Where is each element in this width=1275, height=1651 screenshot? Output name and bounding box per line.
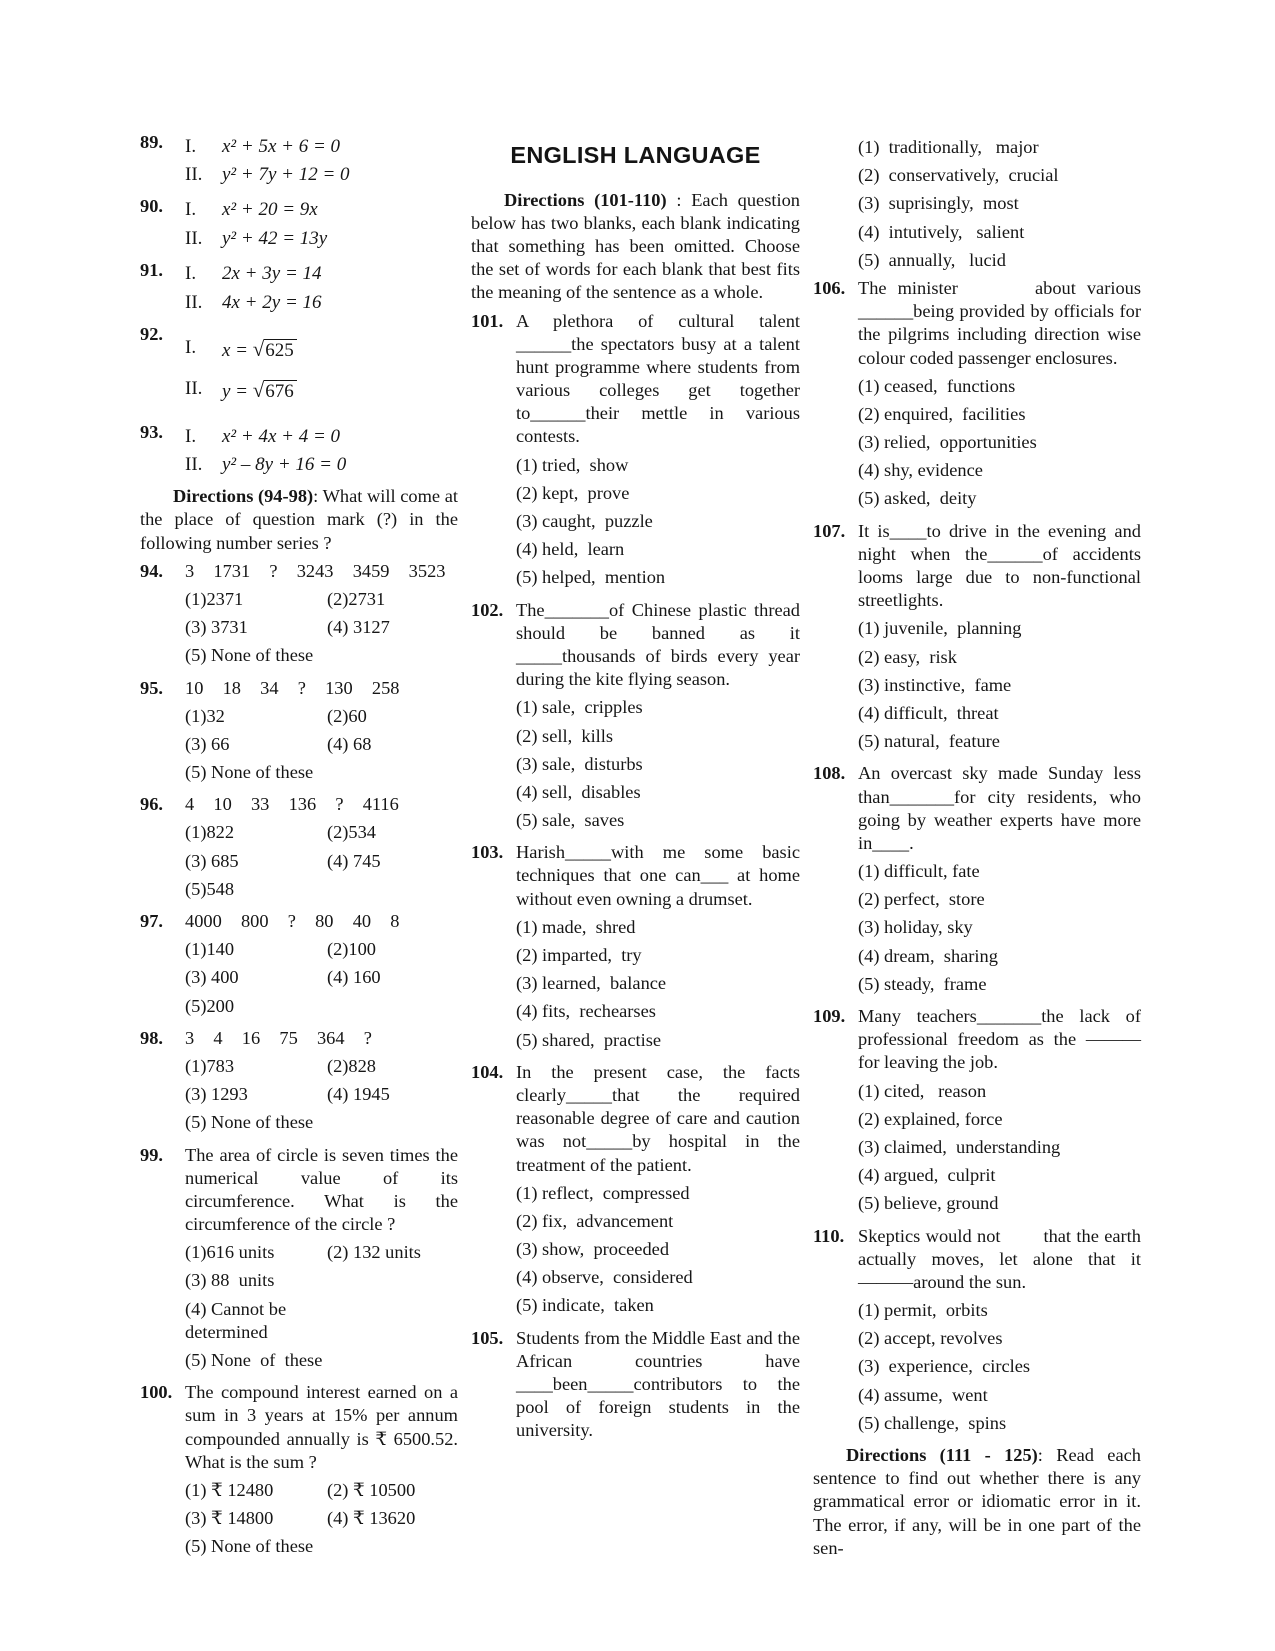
- option: (2) kept, prove: [516, 482, 630, 503]
- options-row: [185, 938, 458, 961]
- question-number: 106.: [813, 277, 846, 298]
- option: (5) sale, saves: [516, 810, 625, 831]
- option: (2) accept, revolves: [858, 1328, 1003, 1349]
- radical-icon: √: [252, 336, 265, 361]
- option: (2)2731: [326, 588, 386, 609]
- option: (1)140: [185, 939, 235, 960]
- question-number: 105.: [471, 1327, 504, 1348]
- option: (4) 160: [326, 967, 381, 988]
- question-body: [858, 1225, 1141, 1441]
- question-text: It is____to drive in the evening and night when the______of accidents looms large due to non-functional streetlights.: [858, 520, 1141, 611]
- options-row: [185, 1298, 458, 1344]
- roman-numeral-label: II.: [185, 292, 203, 314]
- question-number: 94.: [140, 560, 163, 581]
- option: (4) difficult, threat: [858, 702, 999, 723]
- question-body: [185, 259, 458, 319]
- question-text: Skeptics would not that the earth actually moves, let alone that it———around the sun.: [858, 1225, 1141, 1292]
- options-row: [185, 850, 458, 873]
- roman-numeral-label: II.: [185, 378, 203, 400]
- roman-numeral-label: I.: [185, 135, 197, 157]
- option: (2) imparted, try: [516, 945, 642, 966]
- question-107: [813, 520, 1141, 759]
- option: (1) ceased, functions: [858, 375, 1016, 396]
- option: (3) claimed, understanding: [858, 1136, 1061, 1157]
- question-103: [471, 841, 800, 1057]
- directions-94-98: [140, 485, 458, 555]
- option: (3) experience, circles: [858, 1356, 1031, 1377]
- question-89: [140, 131, 458, 191]
- option: (1) made, shred: [516, 916, 636, 937]
- question-number: 104.: [471, 1061, 504, 1082]
- question-105-options-list: [813, 136, 1141, 272]
- question-body: [185, 793, 458, 906]
- question-102: [471, 599, 800, 838]
- roman-numeral-label: I.: [185, 336, 197, 358]
- equation-text: 2x + 3y = 14: [222, 263, 322, 285]
- question-number: 97.: [140, 911, 163, 931]
- directions-111-125: [813, 1444, 1141, 1560]
- question-text: Many teachers_______the lack of professional freedom as the ———for leaving the job.: [858, 1006, 1141, 1073]
- question-body: [185, 195, 458, 255]
- question-text: An overcast sky made Sunday less than_______for city residents, who going by weather experts have more in____.: [858, 763, 1141, 853]
- question-number: 92.: [140, 323, 163, 344]
- question-body: [185, 677, 458, 790]
- question-number: 100.: [140, 1382, 173, 1403]
- option: (1) tried, show: [516, 454, 629, 475]
- question-number: 103.: [471, 842, 504, 863]
- option: (3) sale, disturbs: [516, 753, 643, 774]
- options-row: [185, 616, 458, 639]
- equation-questions-list: [140, 131, 458, 481]
- options-row: [185, 1479, 458, 1502]
- directions-101-110: [471, 189, 800, 305]
- option: (2) conservatively, crucial: [858, 165, 1059, 186]
- option: (2) enquired, facilities: [858, 403, 1026, 424]
- option: (2) easy, risk: [858, 646, 957, 667]
- option: (2) perfect, store: [858, 889, 985, 910]
- question-text: Harish_____with me some basic techniques that one can___ at home without even owning a drumset.: [516, 842, 800, 909]
- directions-text: : Read each sentence to find out whether there is any grammatical error or idiomatic error in it. The error, if any, will be in one part of the sen-: [813, 1445, 1141, 1558]
- question-99: [140, 1144, 458, 1378]
- question-body: [858, 277, 1141, 516]
- equation-line: [185, 376, 458, 405]
- option: (3) 685: [185, 850, 239, 871]
- question-text: A plethora of cultural talent ______the spectators busy at a talent hunt programme where students from various colleges get together to______their mettle in various contests.: [516, 310, 800, 447]
- option: (5)200: [185, 995, 235, 1016]
- question-body: [185, 131, 458, 191]
- options-row: [185, 1055, 458, 1078]
- question-number: 93.: [140, 422, 163, 443]
- option: (4) argued, culprit: [858, 1165, 996, 1186]
- equation-text: y² + 42 = 13y: [222, 228, 328, 250]
- options-row: [185, 1349, 458, 1372]
- question-100: [140, 1381, 458, 1563]
- question-91: [140, 259, 458, 319]
- option: (1)616 units: [185, 1242, 275, 1263]
- option: (3) 400: [185, 967, 239, 988]
- option: (3) 3731: [185, 617, 248, 638]
- number-series-questions-list: [140, 560, 458, 1564]
- question-number: 109.: [813, 1006, 846, 1026]
- question-number: 102.: [471, 599, 504, 620]
- options-row: [185, 588, 458, 611]
- option: (1) permit, orbits: [858, 1300, 988, 1321]
- option: (2)60: [326, 705, 367, 726]
- options-row: [185, 878, 458, 901]
- question-98: [140, 1027, 458, 1140]
- options-row: [185, 761, 458, 784]
- options-row: [185, 1507, 458, 1530]
- radicand: 625: [264, 339, 297, 361]
- directions-text: : Each question below has two blanks, each blank indicating that something has been omitted. Choose the set of words for each blank that best fits the meaning of the sentence as a whole.: [471, 189, 800, 303]
- option: (5) None of these: [185, 1350, 323, 1370]
- options-row: [185, 1535, 458, 1558]
- question-number: 95.: [140, 677, 163, 698]
- question-text: 10 18 34 ? 130 258: [185, 677, 400, 698]
- options-row: [185, 644, 458, 667]
- roman-numeral-label: II.: [185, 454, 203, 476]
- question-body: [516, 841, 800, 1057]
- roman-numeral-label: II.: [185, 164, 203, 186]
- question-body: [858, 762, 1141, 1001]
- option: (4) fits, rechearses: [516, 1001, 656, 1022]
- option: (5) None of these: [185, 762, 314, 783]
- question-body: [185, 1144, 458, 1378]
- equation-text: x = √625: [222, 335, 297, 364]
- roman-numeral-label: II.: [185, 228, 203, 250]
- question-body: [858, 520, 1141, 759]
- question-body: [185, 1381, 458, 1563]
- fill-blank-questions-list: [471, 310, 800, 1443]
- option: (2) sell, kills: [516, 725, 614, 746]
- equation-line: [185, 424, 458, 450]
- option: (1) sale, cripples: [516, 697, 643, 718]
- equation-text: x² + 5x + 6 = 0: [222, 135, 341, 157]
- question-90: [140, 195, 458, 255]
- question-number: 98.: [140, 1027, 163, 1048]
- option: (5) indicate, taken: [516, 1295, 654, 1316]
- question-93: [140, 421, 458, 481]
- question-body: [516, 599, 800, 838]
- equation-text: y² + 7y + 12 = 0: [222, 164, 350, 186]
- option: (4) sell, disables: [516, 781, 641, 802]
- fill-blank-questions-list: [813, 277, 1141, 1440]
- option: (3) ₹ 14800: [185, 1508, 274, 1529]
- option: (5) helped, mention: [516, 567, 666, 588]
- equation-line: [185, 261, 458, 287]
- middle-column: [471, 131, 800, 1651]
- question-96: [140, 793, 458, 906]
- option: (1) juvenile, planning: [858, 618, 1022, 639]
- option: (5) None of these: [185, 645, 314, 666]
- radicand: 676: [264, 380, 297, 402]
- option: (5) shared, practise: [516, 1029, 662, 1050]
- option: (5) asked, deity: [858, 488, 977, 509]
- directions-title: Directions (111 - 125): [846, 1445, 1038, 1465]
- option: (3) suprisingly, most: [858, 193, 1019, 214]
- option: (3) caught, puzzle: [516, 511, 653, 532]
- question-text: 3 1731 ? 3243 3459 3523: [185, 560, 446, 581]
- option: (4) ₹ 13620: [326, 1508, 416, 1529]
- question-number: 110.: [813, 1225, 845, 1246]
- equation-text: 4x + 2y = 16: [222, 292, 322, 314]
- question-text: The compound interest earned on a sum in 3 years at 15% per annum compounded annually is ₹ 6500.52. What is the sum ?: [185, 1382, 458, 1472]
- option: (3) holiday, sky: [858, 917, 973, 938]
- question-text: The area of circle is seven times the numerical value of its circumference. What is the circumference of the circle ?: [185, 1144, 458, 1235]
- directions-title: Directions (94-98): [173, 486, 314, 507]
- question-text: The minister about various ______being provided by officials for the pilgrims including direction wise colour coded passenger enclosures.: [858, 277, 1141, 368]
- equation-line: [185, 162, 458, 188]
- option: (3) 66: [185, 733, 230, 754]
- option: (5) annually, lucid: [858, 249, 1006, 270]
- question-106: [813, 277, 1141, 516]
- question-97: [140, 910, 458, 1023]
- option: (1) difficult, fate: [858, 861, 980, 882]
- question-text: 4 10 33 136 ? 4116: [185, 794, 399, 815]
- question-number: 89.: [140, 132, 163, 152]
- question-109: [813, 1005, 1141, 1221]
- option: (3) show, proceeded: [516, 1239, 670, 1260]
- options-row: [185, 1241, 458, 1264]
- option: (1)32: [185, 705, 225, 726]
- option: (1) reflect, compressed: [516, 1182, 690, 1203]
- question-105: [471, 1327, 800, 1443]
- options-row: [185, 1269, 458, 1292]
- option: (2) 132 units: [326, 1242, 421, 1263]
- question-body: [185, 910, 458, 1023]
- question-body: [516, 310, 800, 595]
- question-number: 107.: [813, 520, 846, 541]
- roman-numeral-label: I.: [185, 263, 197, 285]
- question-92: [140, 323, 458, 417]
- question-number: 96.: [140, 794, 163, 815]
- option: (2) fix, advancement: [516, 1210, 674, 1231]
- options-row: [185, 995, 458, 1018]
- options-row: [185, 705, 458, 728]
- section-header-english-language: ENGLISH LANGUAGE: [510, 142, 761, 168]
- equation-line: [185, 335, 458, 364]
- equation-text: x² + 4x + 4 = 0: [222, 425, 341, 447]
- equation-line: [185, 197, 458, 223]
- option: (4) intutively, salient: [858, 221, 1025, 242]
- equation-line: [185, 226, 458, 252]
- option: (5) natural, feature: [858, 731, 1000, 752]
- option: (1) ₹ 12480: [185, 1479, 274, 1500]
- option: (1) cited, reason: [858, 1080, 987, 1101]
- left-column: [140, 131, 458, 1651]
- question-101: [471, 310, 800, 595]
- question-number: 99.: [140, 1144, 163, 1165]
- question-number: 91.: [140, 259, 163, 280]
- question-text: The_______of Chinese plastic thread should be banned as it _____thousands of birds every year during the kite flying season.: [516, 599, 800, 690]
- option: (4) dream, sharing: [858, 945, 998, 966]
- option: (4) Cannot be determined: [185, 1298, 296, 1342]
- question-110: [813, 1225, 1141, 1441]
- options-row: [185, 1111, 458, 1134]
- option: (5) steady, frame: [858, 973, 987, 994]
- directions-title: Directions (101-110): [504, 189, 667, 210]
- option: (2) ₹ 10500: [326, 1479, 416, 1500]
- option: (1)783: [185, 1055, 235, 1076]
- option: (2)534: [326, 822, 376, 843]
- option: (1)2371: [185, 588, 244, 609]
- equation-line: [185, 290, 458, 316]
- right-column: [813, 131, 1141, 1651]
- question-number: 108.: [813, 763, 846, 784]
- options-row: [185, 733, 458, 756]
- options-row: [185, 821, 458, 844]
- option: (4) held, learn: [516, 539, 625, 560]
- question-body: [185, 323, 458, 417]
- equation-text: y² – 8y + 16 = 0: [222, 454, 347, 476]
- option: (4) observe, considered: [516, 1267, 693, 1288]
- equation-text: x² + 20 = 9x: [222, 199, 318, 221]
- question-body: [858, 1005, 1141, 1221]
- equation-text: y = √676: [222, 376, 297, 405]
- option: (3) 1293: [185, 1084, 248, 1105]
- option: (2)828: [326, 1055, 376, 1076]
- option: (4) assume, went: [858, 1384, 988, 1405]
- equation-line: [185, 452, 458, 478]
- directions-text: : What will come at the place of question mark (?) in the following number series ?: [140, 486, 458, 553]
- option: (2) explained, force: [858, 1108, 1003, 1129]
- option: (5)548: [185, 878, 235, 899]
- option: (5) challenge, spins: [858, 1412, 1007, 1433]
- option: (3) 88 units: [185, 1270, 275, 1291]
- option: (3) learned, balance: [516, 973, 667, 994]
- question-text: 4000 800 ? 80 40 8: [185, 911, 400, 931]
- question-104: [471, 1061, 800, 1323]
- option: (4) 3127: [326, 617, 390, 638]
- question-body: [516, 1327, 800, 1443]
- option: (3) instinctive, fame: [858, 674, 1012, 695]
- option: (2)100: [326, 939, 376, 960]
- option: (5) None of these: [185, 1536, 314, 1557]
- question-108: [813, 762, 1141, 1001]
- question-94: [140, 560, 458, 673]
- roman-numeral-label: I.: [185, 425, 197, 447]
- option: (5) None of these: [185, 1112, 314, 1133]
- option: (3) relied, opportunities: [858, 432, 1037, 453]
- roman-numeral-label: I.: [185, 199, 197, 221]
- radical-icon: √: [252, 378, 265, 403]
- question-body: [185, 421, 458, 481]
- question-text: 3 4 16 75 364 ?: [185, 1027, 372, 1048]
- option: (1)822: [185, 822, 235, 843]
- question-number: 90.: [140, 195, 163, 216]
- option: (4) 745: [326, 850, 381, 871]
- options-row: [185, 1083, 458, 1106]
- question-body: [185, 560, 458, 673]
- option: (1) traditionally, major: [858, 137, 1039, 157]
- question-text: Students from the Middle East and the African countries have ____been_____contributors to the pool of foreign students in the university.: [516, 1327, 800, 1441]
- equation-line: [185, 134, 458, 160]
- option: (4) 68: [326, 733, 372, 754]
- question-body: [516, 1061, 800, 1323]
- options-row: [185, 966, 458, 989]
- question-95: [140, 677, 458, 790]
- question-number: 101.: [471, 310, 504, 331]
- option: (5) believe, ground: [858, 1193, 999, 1214]
- question-body: [185, 1027, 458, 1140]
- option: (4) 1945: [326, 1084, 390, 1105]
- option: (4) shy, evidence: [858, 460, 983, 481]
- question-text: In the present case, the facts clearly_____that the required reasonable degree of care and caution was not_____by hospital in the treatment of the patient.: [516, 1061, 800, 1175]
